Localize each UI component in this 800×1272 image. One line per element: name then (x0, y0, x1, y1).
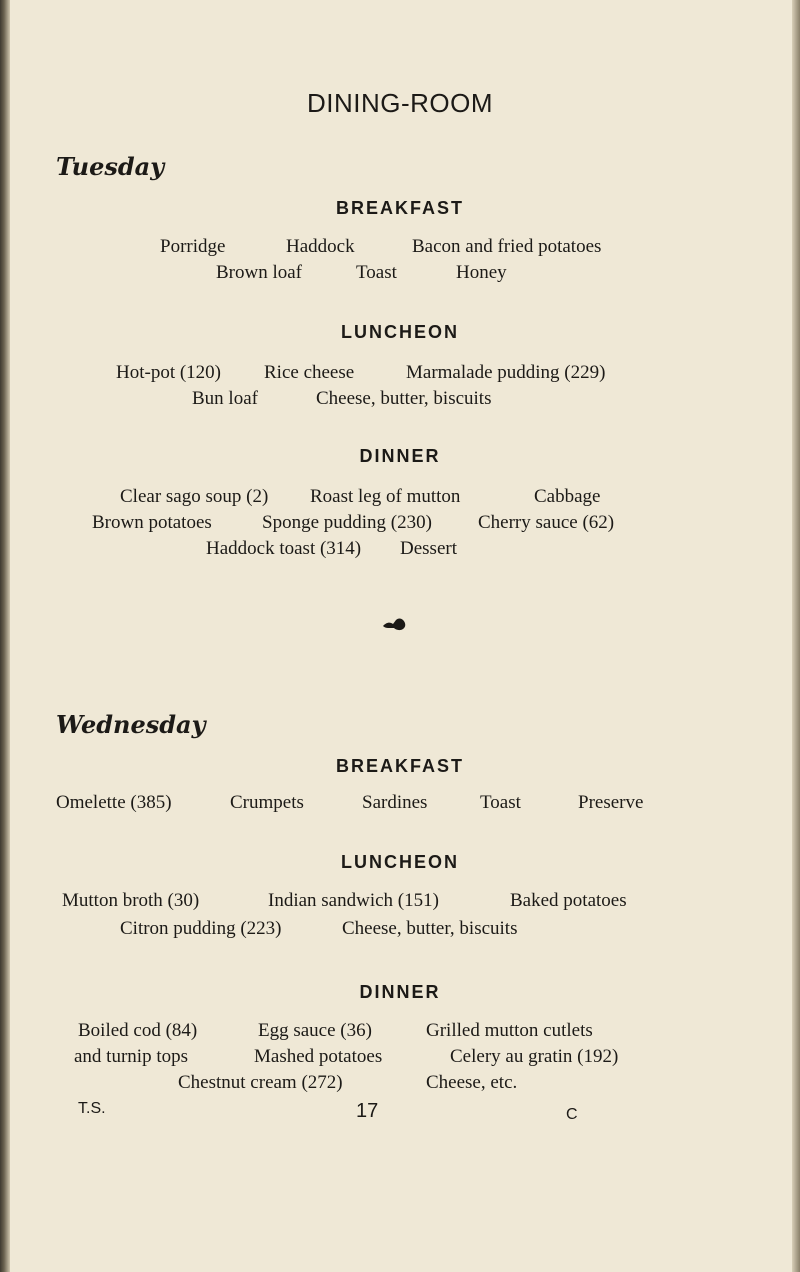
menu-item: Haddock (286, 236, 355, 257)
wednesday-luncheon-heading: LUNCHEON (341, 852, 459, 872)
menu-item: Bacon and fried potatoes (412, 236, 602, 257)
menu-item: Brown potatoes (92, 512, 212, 533)
menu-item: Mashed potatoes (254, 1046, 383, 1067)
menu-item: Cheese, butter, biscuits (316, 388, 492, 409)
menu-item: and turnip tops (74, 1046, 188, 1067)
menu-item: Dessert (400, 538, 457, 559)
wednesday-breakfast-heading: BREAKFAST (335, 756, 464, 776)
menu-item: Bun loaf (192, 388, 258, 409)
menu-item: Egg sauce (36) (258, 1020, 372, 1041)
hand-pointer-icon (382, 616, 408, 632)
menu-item: Omelette (385) (56, 792, 172, 813)
menu-item: Sardines (362, 792, 428, 813)
menu-item: Brown loaf (216, 262, 303, 283)
tuesday-dinner-heading: DINNER (359, 446, 441, 466)
tuesday-breakfast-heading: BREAKFAST (335, 198, 464, 218)
menu-item: Marmalade pudding (229) (406, 362, 606, 383)
page-edge-left (0, 0, 10, 1272)
menu-item: Toast (480, 792, 521, 813)
menu-item: Hot-pot (120) (116, 362, 222, 383)
menu-item: Sponge pudding (230) (262, 512, 432, 533)
menu-item: Cheese, etc. (426, 1072, 518, 1093)
menu-item: Chestnut cream (272) (178, 1072, 343, 1093)
menu-item: Porridge (160, 236, 226, 257)
menu-item: Mutton broth (30) (62, 890, 200, 911)
menu-item: Grilled mutton cutlets (426, 1020, 593, 1041)
menu-item: Indian sandwich (151) (268, 890, 439, 911)
printer-mark: T.S. (78, 1100, 106, 1117)
menu-item: Cheese, butter, biscuits (342, 918, 518, 939)
menu-item: Cabbage (534, 486, 601, 507)
menu-item: Honey (456, 262, 507, 283)
page-title: DINING-ROOM (306, 88, 494, 118)
tuesday-luncheon-heading: LUNCHEON (341, 322, 459, 342)
menu-item: Roast leg of mutton (310, 486, 461, 507)
menu-item: Toast (356, 262, 397, 283)
day-heading-tuesday: Tuesday (56, 152, 165, 181)
menu-item: Cherry sauce (62) (478, 512, 615, 533)
menu-item: Celery au gratin (192) (450, 1046, 619, 1067)
page-edge-right (792, 0, 800, 1272)
menu-item: Haddock toast (314) (206, 538, 362, 559)
menu-item: Preserve (578, 792, 644, 813)
menu-item: Baked potatoes (510, 890, 627, 911)
wednesday-dinner-heading: DINNER (359, 982, 441, 1002)
menu-item: Clear sago soup (2) (120, 486, 269, 507)
signature-mark: C (566, 1106, 578, 1123)
day-heading-wednesday: Wednesday (56, 710, 206, 739)
menu-item: Boiled cod (84) (78, 1020, 198, 1041)
menu-item: Rice cheese (264, 362, 355, 383)
page-number: 17 (356, 1100, 379, 1122)
menu-item: Citron pudding (223) (120, 918, 282, 939)
menu-item: Crumpets (230, 792, 304, 813)
